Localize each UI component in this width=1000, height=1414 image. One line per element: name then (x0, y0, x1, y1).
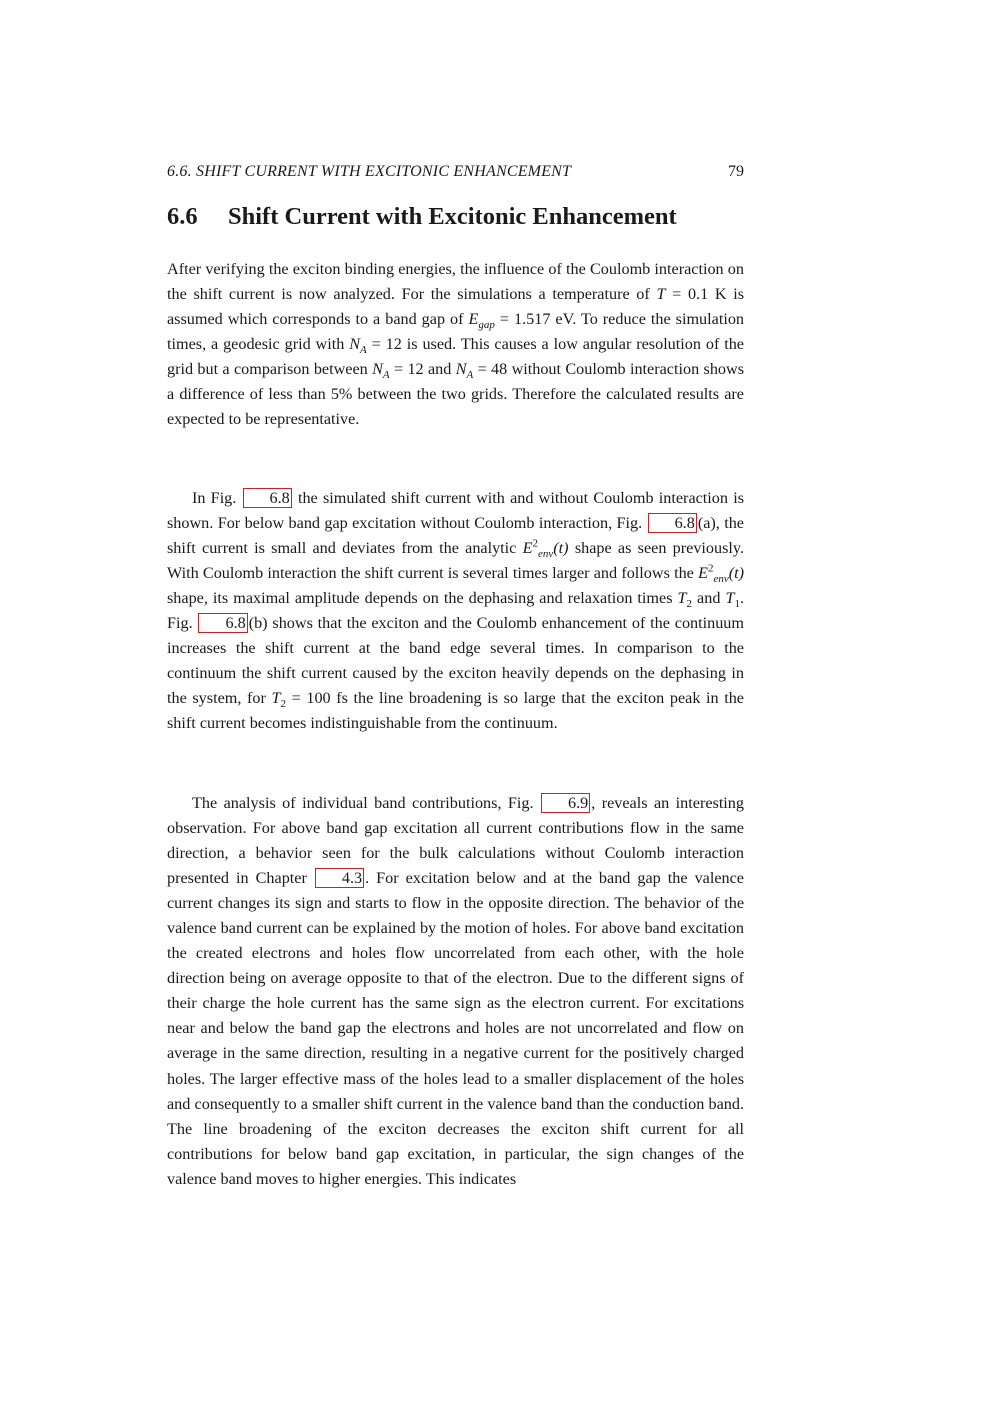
math-var: T (271, 689, 281, 708)
figure-link[interactable]: 6.8 (243, 488, 292, 508)
figure-link[interactable]: 6.8 (198, 613, 247, 633)
math-subscript: env (713, 573, 729, 586)
paragraph-3 (167, 791, 744, 1192)
figure-link[interactable]: 6.8 (648, 513, 697, 533)
math-subscript: A (360, 344, 367, 357)
math-superscript: 2 (532, 537, 539, 550)
text-run: , reveals an interesting observation. For above band gap excitation all current contributions flow in the same direction, a behavior seen for the bulk calculations without Coulomb interaction presented in Chapter (167, 794, 744, 888)
math-subscript: gap (478, 319, 495, 332)
page-number: 79 (728, 163, 744, 180)
text-run: In Fig. (192, 489, 242, 507)
math-var: E (468, 310, 479, 329)
chapter-link[interactable]: 4.3 (315, 868, 364, 888)
text-run: . For excitation below and at the band gap the valence current changes its sign and starts to flow in the opposite direction. The behavior of the valence band current can be explained by the motion of holes. For above band excitation the created electrons and holes flow uncorrelated from each other, with the hole direction being on average opposite to that of the electron. Due to the different signs of their charge the hole current has the same sign as the electron current. For excitations near and below the band gap the electrons and holes are not uncorrelated and flow on average in the same direction, resulting in a negative current for the positively charged holes. The larger effective mass of the holes lead to a smaller displacement of the holes and consequently to a smaller shift current in the valence band than the conduction band. The line broadening of the exciton decreases the exciton shift current for all contributions for below band gap excitation, in particular, the sign changes of the valence band moves to higher energies. This indicates (167, 869, 744, 1188)
math-superscript: 2 (707, 562, 714, 575)
text-run: After verifying the exciton binding energies, the influence of the Coulomb interaction on the shift current is now analyzed. For the simulations a temperature of (167, 260, 744, 304)
running-head-title: 6.6. SHIFT CURRENT WITH EXCITONIC ENHANCEMENT (167, 163, 572, 180)
paragraph-2 (167, 486, 744, 736)
text-run: (a), the shift current is small and deviates from the analytic (167, 514, 744, 558)
math-var: T (677, 589, 687, 608)
math-subscript: A (382, 369, 390, 382)
math-subscript: env (538, 548, 554, 561)
math-subscript: 1 (734, 598, 740, 611)
math-var: N (455, 360, 467, 379)
text-run: = 0.1 K is assumed which corresponds to a band gap of (167, 285, 744, 329)
paragraph-1 (167, 257, 744, 432)
figure-link[interactable]: 6.9 (541, 793, 590, 813)
math-var: N (372, 360, 383, 379)
text-run: = 1.517 eV. To reduce the simulation times, a geodesic grid with (167, 310, 745, 354)
math-var: N (349, 335, 361, 354)
text-run: = 48 without Coulomb interaction shows a difference of less than 5% between the two grids. Therefore the calculated results are expected to be representative. (167, 360, 744, 429)
text-run: the simulated shift current with and without Coulomb interaction is shown. For below band gap excitation without Coulomb interaction, Fig. (167, 489, 744, 533)
text-run: = 100 fs the line broadening is so large that the exciton peak in the shift current becomes indistinguishable from the continuum. (167, 689, 744, 733)
math-subscript: A (466, 369, 474, 382)
text-run: = 12 and (389, 360, 456, 379)
text-run: and (692, 589, 726, 608)
math-var: T (656, 285, 666, 304)
math-subscript: 2 (280, 698, 287, 711)
math-subscript: 2 (686, 598, 693, 611)
text-run: shape, its maximal amplitude depends on the dephasing and relaxation times (167, 589, 678, 608)
text-run: The analysis of individual band contributions, Fig. (192, 794, 540, 812)
math-var: (t) (553, 539, 569, 558)
text-run: (b) shows that the exciton and the Coulomb enhancement of the continuum increases the shift current at the band edge several times. In comparison to the continuum the shift current caused by the exciton heavily depends on the dephasing in the system, for (167, 614, 744, 708)
math-var: E (698, 564, 708, 583)
math-var: E (522, 539, 533, 558)
text-run: . Fig. (167, 589, 744, 633)
running-head (167, 163, 744, 185)
section-title: Shift Current with Excitonic Enhancement (228, 203, 677, 230)
math-var: (t) (728, 564, 744, 583)
section-number: 6.6 (167, 203, 198, 230)
section-heading (167, 203, 744, 231)
math-var: T (725, 589, 735, 608)
text-run: = 12 is used. This causes a low angular resolution of the grid but a comparison between (167, 335, 744, 379)
text-run: shape as seen previously. With Coulomb interaction the shift current is several times larger and follows the (167, 539, 744, 583)
